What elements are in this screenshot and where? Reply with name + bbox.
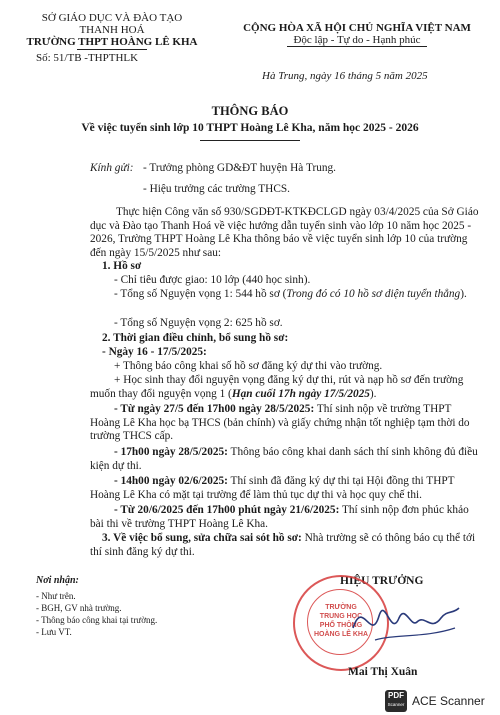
section3-text: Nhà trường sẽ có thông báo cụ thể tới thí sinh đăng ký dự thi. xyxy=(90,532,476,558)
scanner-footer xyxy=(0,688,500,715)
scanner-label: ACE Scanner xyxy=(412,694,485,708)
receiver-item-1: - Như trên. xyxy=(36,591,76,601)
section2-d5 xyxy=(90,504,480,531)
receiver-item-3: - Thông báo công khai tại trường. xyxy=(36,615,158,625)
section1-nv1 xyxy=(90,288,480,302)
school-name: TRƯỜNG THPT HOÀNG LÊ KHA xyxy=(26,36,198,48)
nation-motto: Độc lập - Tự do - Hạnh phúc xyxy=(293,34,421,46)
section2-d1-a: + Thông báo công khai số hồ sơ đăng ký dự thi vào trường. xyxy=(114,360,383,372)
d4-label: - 14h00 ngày 02/6/2025: xyxy=(114,475,228,487)
d1-b-deadline: Hạn cuối 17h ngày 17/5/2025 xyxy=(231,387,370,400)
nv1-text: - Tổng số Nguyện vọng 1: 544 hồ sơ ( xyxy=(114,288,287,300)
section1-heading: 1. Hồ sơ xyxy=(102,260,142,272)
header-right xyxy=(222,22,492,47)
d5-text: Thí sinh nộp đơn phúc khảo bài thi về trường THPT Hoàng Lê Kha. xyxy=(90,504,469,530)
stamp-line-1: TRƯỜNG xyxy=(325,604,357,611)
document-subtitle: Về việc tuyển sinh lớp 10 THPT Hoàng Lê Kha, năm học 2025 - 2026 xyxy=(81,122,419,134)
section2-heading: 2. Thời gian điều chỉnh, bổ sung hồ sơ: xyxy=(102,332,289,344)
stamp-line-3: PHỔ THÔNG xyxy=(319,622,363,629)
ministry-name: SỞ GIÁO DỤC VÀ ĐÀO TẠO xyxy=(41,12,183,24)
pdf-badge-top: PDF xyxy=(388,691,404,700)
handwritten-signature xyxy=(345,588,465,658)
nation-title: CỘNG HÒA XÃ HỘI CHỦ NGHĨA VIỆT NAM xyxy=(243,22,471,34)
d5-label: - Từ 20/6/2025 đến 17h00 phút ngày 21/6/2025: xyxy=(114,504,340,516)
document-date: Hà Trung, ngày 16 tháng 5 năm 2025 xyxy=(262,70,428,82)
recipient-1: - Trưởng phòng GD&ĐT huyện Hà Trung. xyxy=(143,162,336,174)
section2-d2 xyxy=(90,403,480,444)
province-name: THANH HOÁ xyxy=(79,24,145,36)
d2-label: - Từ ngày 27/5 đến 17h00 ngày 28/5/2025: xyxy=(114,403,315,415)
d1-b-text: + Học sinh thay đổi nguyện vọng đăng ký dự thi, rút và nạp hồ sơ đến trường muốn thay đổi nguyện vọng 1 ( xyxy=(90,374,464,400)
pdf-badge-bottom: Scanner xyxy=(387,702,405,707)
receiver-item-2: - BGH, GV nhà trường. xyxy=(36,603,122,613)
signer-name: Mai Thị Xuân xyxy=(348,666,418,678)
section3 xyxy=(90,532,480,559)
section2-d1-label: - Ngày 16 - 17/5/2025: xyxy=(102,346,207,358)
receiver-item-4: - Lưu VT. xyxy=(36,627,72,637)
pdf-scanner-icon xyxy=(385,690,407,712)
section2-d3 xyxy=(90,446,480,473)
section3-heading: 3. Về việc bổ sung, sửa chữa sai sót hồ sơ: xyxy=(102,532,302,544)
stamp-line-2: TRUNG HỌC xyxy=(319,613,363,620)
intro-text: Thực hiện Công văn số 930/SGDĐT-KTKĐCLGD ngày 03/4/2025 của Sở Giáo dục và Đào tạo Thanh Hoá về việc hướng dẫn tuyển sinh vào lớp 10 năm học 2025 - 2026, Trường THPT Hoàng Lê Kha thông báo về việc tuyển sinh lớp 10 của trường đến ngày 15/5/2025 như sau: xyxy=(90,206,479,259)
nv1-italic: Trong đó có 10 hồ sơ diện tuyển thẳng xyxy=(286,288,461,300)
header-rule-left xyxy=(77,49,147,50)
recipient-2: - Hiệu trưởng các trường THCS. xyxy=(143,183,290,195)
stamp-line-4: HOÀNG LÊ KHA xyxy=(313,631,369,638)
d1-b-end: ). xyxy=(369,387,377,400)
nv1-end: ). xyxy=(460,288,467,300)
intro-paragraph xyxy=(90,206,480,260)
section1-nv2: - Tổng số Nguyện vọng 2: 625 hồ sơ. xyxy=(114,317,283,329)
signature-role: HIỆU TRƯỞNG xyxy=(340,575,424,587)
d2-text: Thí sinh nộp về trường THPT Hoàng Lê Kha học bạ THCS (bản chính) và giấy chứng nhận tốt nghiệp tạm thời do trường THCS cấp. xyxy=(90,403,470,442)
receivers-label: Nơi nhận: xyxy=(36,575,79,586)
d3-text: Thông báo công khai danh sách thí sinh không đủ điều kiện dự thi. xyxy=(90,446,478,472)
subtitle-rule xyxy=(200,140,300,141)
d4-text: Thí sinh đã đăng ký dự thi tại Hội đồng thi THPT Hoàng Lê Kha có mặt tại trường để làm thủ tục dự thi và học quy chế thi. xyxy=(90,475,455,501)
header-rule-right xyxy=(287,46,427,47)
document-number: Số: 51/TB -THPTHLK xyxy=(36,52,139,64)
recipients-label: Kính gửi: xyxy=(90,162,134,174)
section2-d1-b xyxy=(90,374,480,401)
header-left xyxy=(22,12,202,64)
section1-quota: - Chỉ tiêu được giao: 10 lớp (440 học sinh). xyxy=(114,274,311,286)
section2-d4 xyxy=(90,475,480,502)
d3-label: - 17h00 ngày 28/5/2025: xyxy=(114,446,228,458)
document-title: THÔNG BÁO xyxy=(211,104,289,118)
